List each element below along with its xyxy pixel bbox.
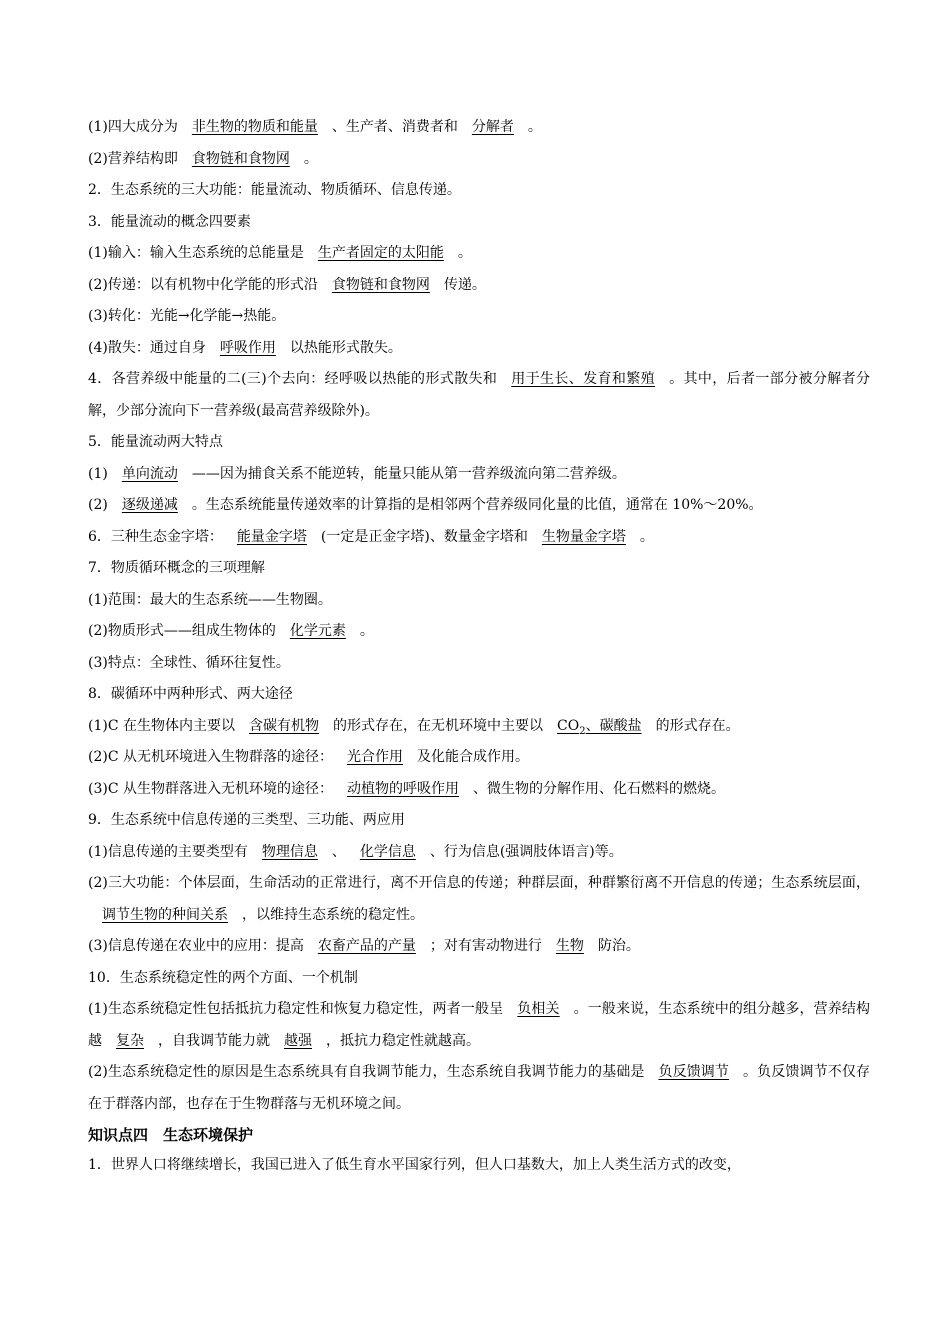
answer-blank: 负反馈调节 xyxy=(658,1064,730,1080)
answer-blank: 负相关 xyxy=(517,1001,560,1017)
text-line: 6．三种生态金字塔： 能量金字塔 (一定是正金字塔)、数量金字塔和 生物量金字塔 。 xyxy=(88,528,654,545)
answer-blank: 调节生物的种间关系 xyxy=(102,906,228,923)
text-line: 1．世界人口将继续增长，我国已进入了低生育水平国家行列，但人口基数大，加上人类生活方式的改变， xyxy=(88,1157,741,1173)
answer-blank: 用于生长、发育和繁殖 xyxy=(511,371,656,387)
text-paragraph: (2)三大功能：个体层面，生命活动的正常进行，离不开信息的传递；种群层面，种群繁衍离不开信息的传递；生态系统层面，调节生物的种间关系 ，以维持生态系统的稳定性。 xyxy=(88,875,870,923)
text-line: (2)C 从无机环境进入生物群落的途径： 光合作用 及化能合成作用。 xyxy=(88,749,529,765)
answer-blank: 物理信息 xyxy=(261,843,318,860)
answer-blank: 非生物的物质和能量 xyxy=(191,119,318,135)
answer-blank: 食物链和食物网 xyxy=(331,276,430,293)
answer-blank: 逐级递减 xyxy=(121,497,178,513)
text-line: 3．能量流动的概念四要素 xyxy=(88,213,251,230)
text-line: (3)转化：光能→化学能→热能。 xyxy=(88,308,286,324)
text-line: (4)散失：通过自身 呼吸作用 以热能形式散失。 xyxy=(88,339,402,356)
text-line: (1)范围：最大的生态系统——生物圈。 xyxy=(88,591,332,608)
text-line: 8．碳循环中两种形式、两大途径 xyxy=(88,686,293,702)
answer-blank: 分解者 xyxy=(471,119,514,135)
text-line: 7．物质循环概念的三项理解 xyxy=(88,560,265,576)
answer-blank: 食物链和食物网 xyxy=(191,150,290,167)
text-line: 5．能量流动两大特点 xyxy=(88,434,223,450)
answer-blank: 单向流动 xyxy=(121,465,178,482)
answer-blank: 含碳有机物 xyxy=(249,717,319,734)
text-line: (1)信息传递的主要类型有 物理信息 、 化学信息 、行为信息(强调肢体语言)等。 xyxy=(88,843,623,860)
answer-blank: 光合作用 xyxy=(347,749,403,765)
text-line: (2)传递：以有机物中化学能的形式沿 食物链和食物网 传递。 xyxy=(88,276,486,293)
text-line: (1)输入：输入生态系统的总能量是 生产者固定的太阳能 。 xyxy=(88,245,472,261)
answer-blank: 能量金字塔 xyxy=(236,528,307,545)
document-page xyxy=(88,112,870,1182)
text-paragraph: (2) 逐级递减 。生态系统能量传递效率的计算指的是相邻两个营养级同化量的比值，通常在 10%～20%。 xyxy=(88,497,763,513)
answer-blank: 化学信息 xyxy=(359,843,416,860)
text-line: (2)营养结构即 食物链和食物网 。 xyxy=(88,150,318,167)
answer-blank: 生物 xyxy=(555,938,584,954)
text-paragraph: (2)生态系统稳定性的原因是生态系统具有自我调节能力，生态系统自我调节能力的基础是 负反馈调节 。负反馈调节不仅存在于群落内部，也存在于生物群落与无机环境之间。 xyxy=(88,1064,870,1112)
answer-blank: $CO_2$、碳酸盐 xyxy=(557,717,642,737)
text-line: (1)C 在生物体内主要以 含碳有机物 的形式存在，在无机环境中主要以 $CO_2$、碳酸盐 的形式存在。 xyxy=(88,717,740,737)
text-line: 10．生态系统稳定性的两个方面、一个机制 xyxy=(88,969,358,986)
answer-blank: 越强 xyxy=(284,1032,312,1049)
answer-blank: 生物量金字塔 xyxy=(541,528,626,545)
section-heading: 知识点四 生态环境保护 xyxy=(88,1126,254,1144)
answer-blank: 复杂 xyxy=(116,1032,144,1049)
text-line: (1)四大成分为 非生物的物质和能量 、生产者、消费者和 分解者 。 xyxy=(88,119,542,135)
text-line: (3)特点：全球性、循环往复性。 xyxy=(88,654,290,671)
text-paragraph: (1)生态系统稳定性包括抵抗力稳定性和恢复力稳定性，两者一般呈 负相关 。一般来说，生态系统中的组分越多，营养结构越 复杂 ，自我调节能力就 越强 ，抵抗力稳定性就越高。 xyxy=(88,1001,870,1049)
answer-blank: 呼吸作用 xyxy=(219,339,276,356)
text-line: (3)信息传递在农业中的应用：提高 农畜产品的产量 ；对有害动物进行 生物 防治。 xyxy=(88,938,640,954)
text-line: (2)物质形式——组成生物体的 化学元素 。 xyxy=(88,623,374,639)
text-line: (3)C 从生物群落进入无机环境的途径： 动植物的呼吸作用 、微生物的分解作用、化石燃料的燃烧。 xyxy=(88,780,725,797)
answer-blank: 化学元素 xyxy=(289,623,346,639)
text-line: (1) 单向流动 ——因为捕食关系不能逆转，能量只能从第一营养级流向第二营养级。 xyxy=(88,465,626,482)
text-paragraph: 4．各营养级中能量的二(三)个去向：经呼吸以热能的形式散失和 用于生长、发育和繁殖 。其中，后者一部分被分解者分解，少部分流向下一营养级(最高营养级除外)。 xyxy=(88,371,871,419)
text-line: 9．生态系统中信息传递的三类型、三功能、两应用 xyxy=(88,812,405,828)
text-line: 2．生态系统的三大功能：能量流动、物质循环、信息传递。 xyxy=(88,182,461,198)
answer-blank: 动植物的呼吸作用 xyxy=(347,780,459,797)
answer-blank: 生产者固定的太阳能 xyxy=(317,245,444,261)
answer-blank: 农畜产品的产量 xyxy=(317,938,416,954)
